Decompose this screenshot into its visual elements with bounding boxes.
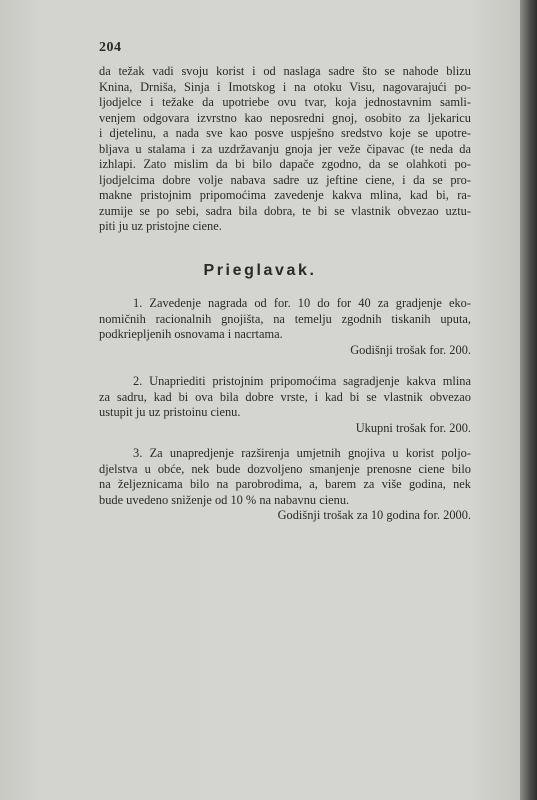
text-line: djelstva u obće, nek bude dozvoljeno smanjenje prenosne ciene bilo — [99, 461, 471, 476]
text-line: na željeznicama bilo na parobrodima, a, barem za više godina, nek — [99, 477, 471, 491]
text-line: i djetelinu, a nada sve kao posve uspješno sredstvo koje se upotre- — [99, 126, 471, 140]
text-line: 3. Za unapredjenje razširenja umjetnih gnojiva u korist poljo- — [133, 446, 471, 460]
text-line: makne pristojnim pripomoćima zavedenje kakva mlina, kad bi, ra- — [99, 188, 471, 202]
text-line: nomičnih racionalnih gnojišta, na temelju zgodnih tiskanih uputa, — [99, 311, 471, 326]
text-line: venjem odgovara izvrstno kao neposredni gnoj, osobito za ljekaricu — [99, 110, 471, 125]
list-item — [99, 374, 471, 436]
text-line: bljava u stalama i za uzdržavanju gnoja jer veže čipavac (te neda da — [99, 141, 471, 156]
text-line: ljodjelce i težake da upotriebe ovu tvar, koja jednostavnim samli- — [99, 95, 471, 109]
text-line: za sadru, kad bi ova bila dobre vrste, i kad bi se vlastnik obvezao — [99, 389, 471, 404]
text-line: da težak vadi svoju korist i od naslaga sadre što se nahode blizu — [99, 64, 471, 78]
list-item — [99, 446, 471, 524]
text-line: ljodjelcima dobre volje nabava sadre uz jeftine ciene, i da se pro- — [99, 172, 471, 187]
page-number: 204 — [99, 40, 122, 55]
text-line: 2. Unapriediti pristojnim pripomoćima sagradjenje kakva mlina — [133, 374, 471, 388]
text-line: 1. Zavedenje nagrada od for. 10 do for 40 za gradjenje eko- — [133, 296, 471, 310]
text-line: bude uvedeno sniženje od 10 % na nabavnu cienu. — [99, 492, 350, 507]
cost-line: Godišnji trošak for. 200. — [350, 342, 471, 357]
cost-line: Ukupni trošak for. 200. — [355, 420, 471, 435]
text-line: Knina, Drniša, Sinja i Imotskog i na otoku Visu, nagovarajući po- — [99, 79, 471, 94]
book-binding-shadow — [520, 0, 537, 800]
list-item — [99, 296, 471, 358]
text-line: ustupit ju uz pristoinu cienu. — [99, 405, 241, 419]
text-line: podkriepljenih osnovama i nacrtama. — [99, 327, 283, 341]
text-line: piti ju uz pristojne ciene. — [99, 219, 222, 233]
cost-line: Godišnji trošak za 10 godina for. 2000. — [277, 508, 471, 522]
text-line: izhlapi. Zato mislim da bi bilo dapače zgodno, da se olahkoti po- — [99, 157, 471, 171]
text-line: zumije se po sebi, sadra bila dobra, te bi se vlastnik obvezao uztu- — [99, 203, 471, 218]
section-heading: Prieglavak. — [203, 262, 317, 279]
intro-paragraph — [99, 64, 471, 235]
